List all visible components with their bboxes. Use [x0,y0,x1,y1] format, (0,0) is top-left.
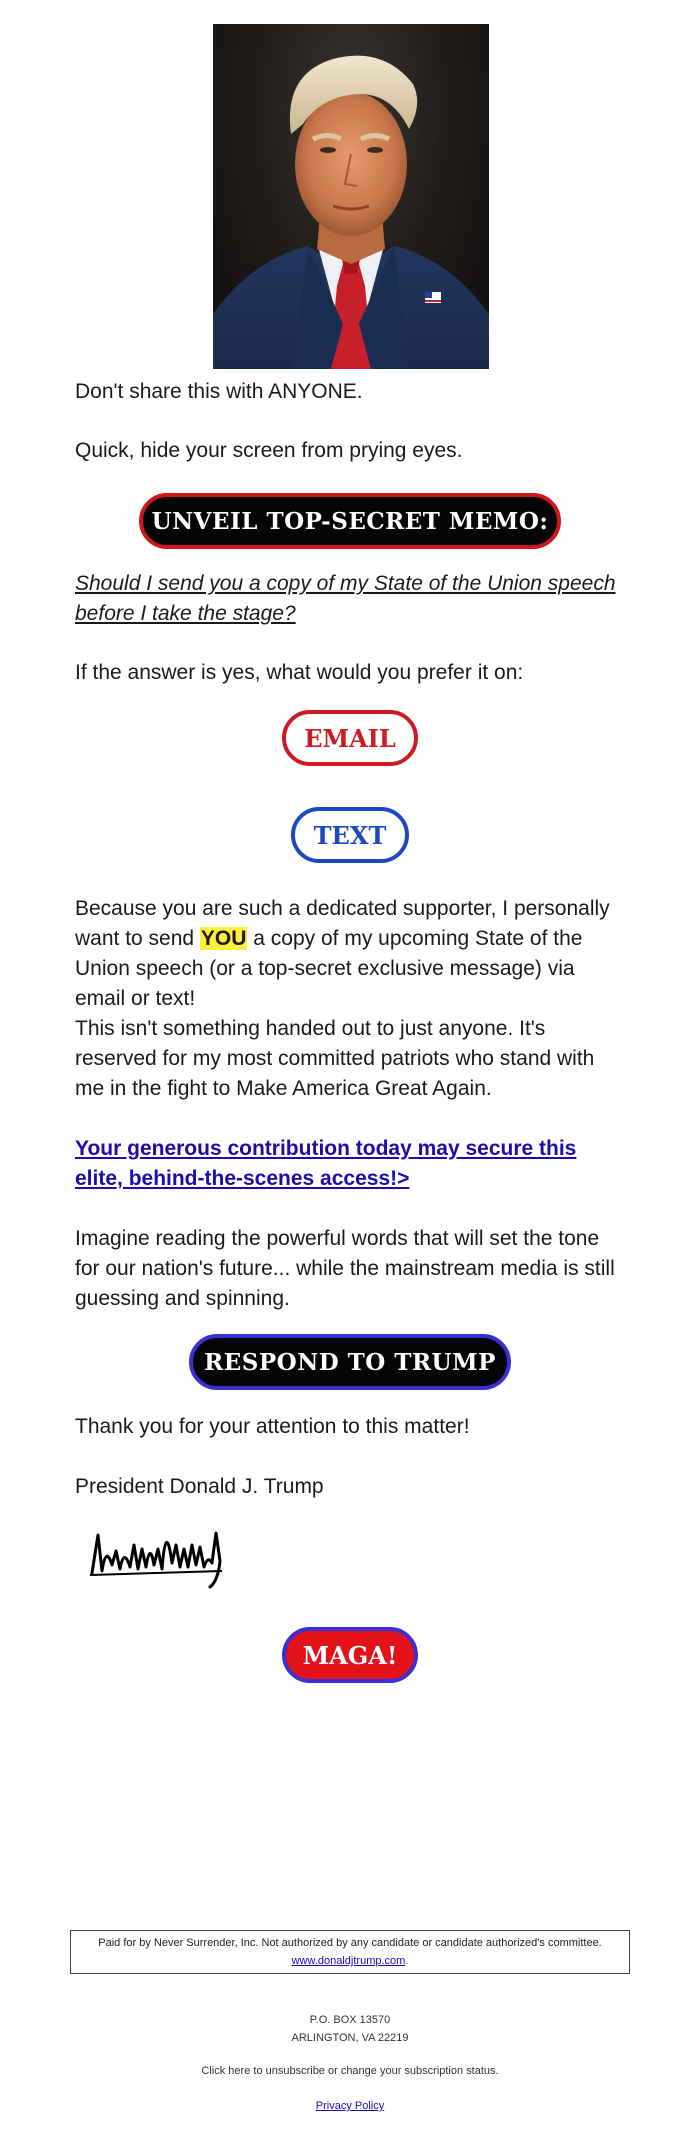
website-suffix: . [405,1955,409,1967]
respond-to-trump-button[interactable]: RESPOND TO TRUMP [189,1334,511,1390]
supporter-text-before: Because you are such a dedicated supporter, I personally want to send [75,897,610,950]
speech-copy-link[interactable]: Should I send you a copy of my State of the Union speech before I take the stage? [75,572,616,625]
disclaimer-text: Paid for by Never Surrender, Inc. Not authorized by any candidate or candidate authorized's committee. [98,1937,602,1949]
website-line [71,1952,629,1970]
disclaimer-box [70,1930,630,1974]
unsubscribe-link[interactable]: Click here to unsubscribe or change your subscription status. [201,2065,499,2077]
contribution-link[interactable]: Your generous contribution today may secure this elite, behind-the-scenes access!> [75,1137,577,1190]
patriots-paragraph: This isn't something handed out to just anyone. It's reserved for my most committed patriots who stand with me in the fight to Make America Great Again. [75,1017,595,1100]
maga-button[interactable]: MAGA! [282,1627,418,1683]
privacy-policy-link[interactable]: Privacy Policy [315,2100,385,2112]
website-link[interactable]: www.donaldjtrump.com [291,1955,406,1967]
unveil-memo-button[interactable]: UNVEIL TOP-SECRET MEMO: [139,493,561,549]
you-highlight: YOU [200,927,247,950]
portrait-illustration [213,24,489,369]
email-button[interactable]: EMAIL [282,710,418,766]
thanks-line: Thank you for your attention to this matter! [75,1415,470,1438]
preference-prompt: If the answer is yes, what would you prefer it on: [75,661,524,684]
intro-line-1: Don't share this with ANYONE. [75,380,363,403]
text-button[interactable]: TEXT [291,807,409,863]
supporter-paragraph [75,894,625,1014]
po-box: P.O. BOX 13570 [309,2014,391,2026]
portrait-photo [213,24,489,369]
city-line: ARLINGTON, VA 22219 [291,2032,409,2044]
signature-image [88,1515,226,1595]
supporter-text-after: a copy of my upcoming State of the Union speech (or a top-secret exclusive message) via email or text! [75,927,583,1010]
intro-line-2: Quick, hide your screen from prying eyes. [75,439,463,462]
privacy-line [0,2098,700,2114]
imagine-paragraph: Imagine reading the powerful words that will set the tone for our nation's future... while the mainstream media is still guessing and spinning. [75,1227,615,1310]
signoff-name: President Donald J. Trump [75,1475,324,1498]
